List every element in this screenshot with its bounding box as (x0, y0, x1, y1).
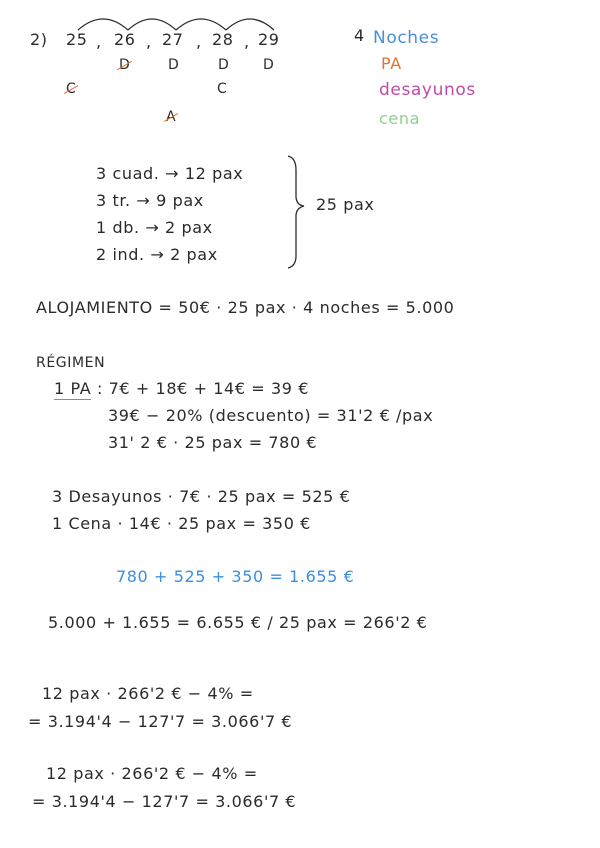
day-29: 29 (258, 30, 280, 49)
regimen-title: RÉGIMEN (36, 355, 106, 371)
d-mark: D (119, 57, 131, 73)
legend-noches: Noches (373, 28, 440, 48)
desayunos-line: 3 Desayunos · 7€ · 25 pax = 525 € (52, 487, 351, 506)
cena-line: 1 Cena · 14€ · 25 pax = 350 € (52, 514, 311, 533)
c-mark: C (217, 81, 228, 97)
alojamiento-line: ALOJAMIENTO = 50€ · 25 pax · 4 noches = 5.000 (36, 298, 455, 317)
day-26: 26 (114, 30, 136, 49)
rooms-bracket (288, 156, 304, 268)
day-27: 27 (162, 30, 184, 49)
nights-count: 4 (354, 26, 365, 45)
pa-row (54, 381, 309, 397)
legend-desayunos: desayunos (379, 80, 476, 100)
pa-label: 1 PA (54, 379, 92, 398)
separator: , (244, 32, 250, 51)
pa-line: : 7€ + 18€ + 14€ = 39 € (96, 379, 310, 398)
d-mark: D (218, 57, 230, 73)
calc1-line2: = 3.194'4 − 127'7 = 3.066'7 € (28, 712, 293, 731)
calc2-line1: 12 pax · 266'2 € − 4% = (46, 764, 258, 783)
rooms-total: 25 pax (316, 195, 375, 214)
legend-pa: PA (381, 54, 402, 73)
calc2-line2: = 3.194'4 − 127'7 = 3.066'7 € (32, 792, 297, 811)
discount-line: 39€ − 20% (descuento) = 31'2 € /pax (108, 406, 434, 425)
pa-total-line: 31' 2 € · 25 pax = 780 € (108, 433, 318, 452)
separator: , (146, 32, 152, 51)
night-arc-3 (176, 19, 226, 30)
grand-total-line: 5.000 + 1.655 = 6.655 € / 25 pax = 266'2 € (48, 613, 428, 632)
d-mark: D (168, 57, 180, 73)
night-arc-2 (128, 19, 176, 30)
c-mark-crossed: C (66, 81, 77, 97)
regimen-sum: 780 + 525 + 350 = 1.655 € (116, 567, 355, 586)
day-25: 25 (66, 30, 88, 49)
d-mark: D (263, 57, 275, 73)
separator: , (96, 32, 102, 51)
calc1-line1: 12 pax · 266'2 € − 4% = (42, 684, 254, 703)
a-mark-crossed: A (166, 109, 177, 125)
night-arc-1 (78, 19, 128, 30)
legend-cena: cena (379, 109, 420, 128)
night-arc-4 (226, 19, 274, 30)
rooms-line: 1 db. → 2 pax (96, 218, 213, 237)
exercise-number: 2) (30, 30, 48, 49)
rooms-line: 2 ind. → 2 pax (96, 245, 218, 264)
rooms-line: 3 tr. → 9 pax (96, 191, 204, 210)
rooms-line: 3 cuad. → 12 pax (96, 164, 244, 183)
day-28: 28 (212, 30, 234, 49)
separator: , (196, 32, 202, 51)
